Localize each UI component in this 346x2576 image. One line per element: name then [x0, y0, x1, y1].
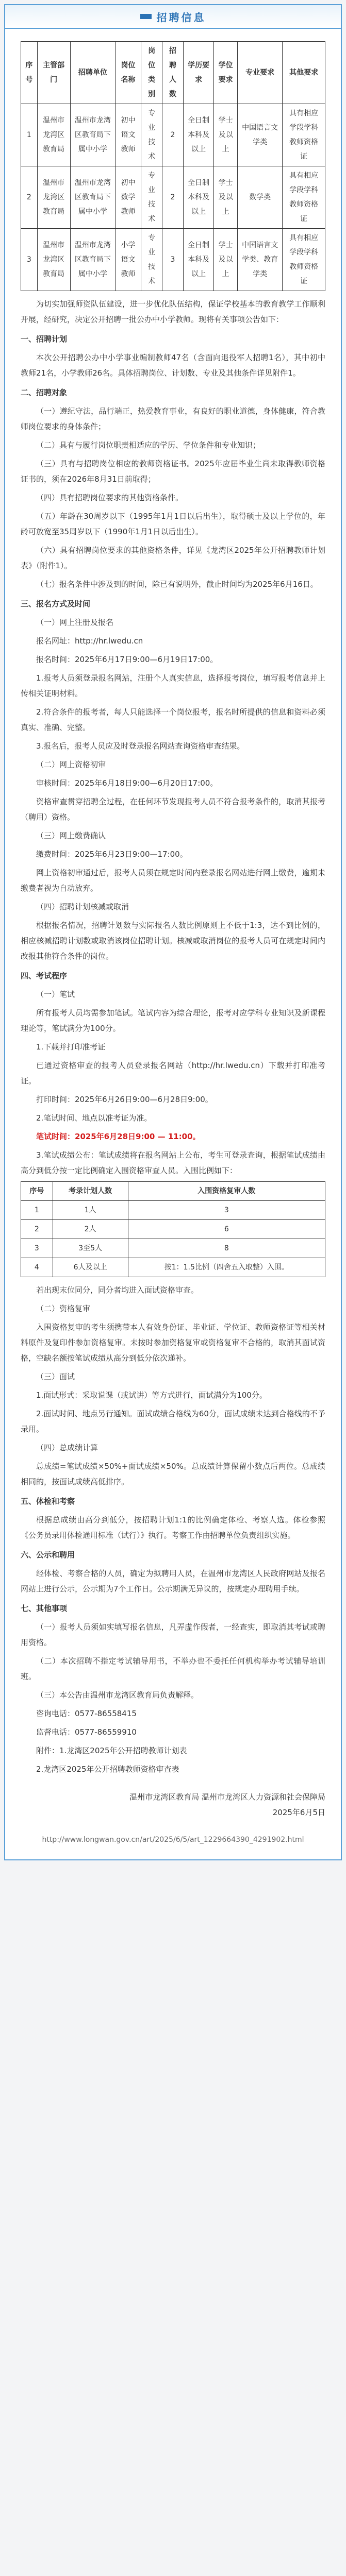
col-header: 招聘单位: [70, 42, 115, 104]
paragraph: 总成绩=笔试成绩×50%+面试成绩×50%。总成绩计算保留小数点后两位。总成绩相同的，按面试成绩高低排序。: [21, 1462, 325, 1486]
table-row: [21, 1258, 325, 1277]
col-header: 岗位名称: [115, 42, 141, 104]
table-cell: 3: [162, 229, 184, 291]
paragraph: 报名时间：2025年6月17日9:00—6月19日17:00。: [36, 655, 218, 664]
score-table-wrap: [21, 1181, 325, 1277]
paragraph: 根据报名情况，招聘计划数与实际报名人数比例原则上不低于1:3，达不到比例的，相应核减招聘计划数或取消该岗位招聘计划。核减或取消岗位的报考人员可在规定时间内改报其他符合条件的岗位。: [21, 921, 325, 961]
table-cell: 全日制本科及以上: [183, 229, 213, 291]
page-title: 招聘信息: [156, 11, 206, 24]
table-cell: 专业技术: [141, 166, 162, 229]
table-row: [21, 229, 325, 291]
paragraph: 1.下载并打印准考证: [36, 1042, 106, 1052]
supervision-phone: 监督电话：0577-86559910: [36, 1727, 137, 1737]
table-cell: 专业技术: [141, 104, 162, 166]
table-cell: 1人: [53, 1201, 128, 1220]
table-cell: 温州市龙湾区教育局下属中小学: [70, 166, 115, 229]
article-frame: [4, 4, 342, 1860]
paragraph: 1.面试形式：采取说课（或试讲）等方式进行，面试满分为100分。: [36, 1391, 267, 1400]
table-cell: 2人: [53, 1220, 128, 1239]
paragraph: （二）具有与履行岗位职责相适应的学历、学位条件和专业知识；: [36, 440, 261, 450]
table-cell: 2: [162, 104, 184, 166]
table-cell: 初中语文教师: [115, 104, 141, 166]
col-header: 学位要求: [214, 42, 238, 104]
paragraph: （二）本次招聘不指定考试辅导用书，不举办也不委托任何机构举办考试辅导培训班。: [21, 1656, 325, 1681]
table-cell: 全日制本科及以上: [183, 104, 213, 166]
subheading: （四）总成绩计算: [36, 1443, 98, 1452]
subheading: （三）面试: [36, 1372, 75, 1381]
col-header: 序号: [21, 1182, 53, 1201]
position-table-header: [21, 42, 325, 104]
paragraph: 若出现末位同分，同分者均进入面试资格审查。: [36, 1285, 199, 1295]
signature-org: 温州市龙湾区教育局 温州市龙湾区人力资源和社会保障局: [129, 1792, 325, 1802]
paragraph: （一）遵纪守法，品行端正，热爱教育事业，有良好的职业道德，身体健康，符合教师岗位要求的身体条件；: [21, 406, 325, 431]
table-row: [21, 104, 325, 166]
table-cell: 专业技术: [141, 229, 162, 291]
table-cell: 6: [128, 1220, 325, 1239]
signature-date: 2025年6月5日: [272, 1808, 325, 1817]
table-cell: 小学语文教师: [115, 229, 141, 291]
score-table-header: [21, 1182, 325, 1201]
table-cell: 数学类: [237, 166, 282, 229]
col-header: 招聘人数: [162, 42, 184, 104]
paragraph: 经体检、考察合格的人员，确定为拟聘用人员，在温州市龙湾区人民政府网站及报名网站上进行公示，公示期为7个工作日。公示期满无异议的，按规定办理聘用手续。: [21, 1569, 325, 1594]
section-heading: 六、公示和聘用: [21, 1550, 75, 1560]
subheading: （一）笔试: [36, 990, 75, 999]
subheading: （二）资格复审: [36, 1304, 91, 1313]
paragraph: 审核时间：2025年6月18日9:00—6月20日17:00。: [36, 778, 218, 788]
section-heading: 四、考试程序: [21, 971, 68, 980]
paragraph: 报名网址：http://hr.lwedu.cn: [36, 636, 143, 646]
position-table-wrap: [21, 41, 325, 291]
table-cell: 4: [21, 1258, 53, 1277]
title-bar: [5, 5, 341, 29]
col-header: 岗位类别: [141, 42, 162, 104]
table-cell: 中国语言文学类: [237, 104, 282, 166]
section-heading: 五、体检和考察: [21, 1497, 75, 1506]
paragraph: （四）具有招聘岗位要求的其他资格条件。: [36, 493, 184, 502]
paragraph: 2.笔试时间、地点以准考证为准。: [36, 1113, 152, 1123]
table-cell: 全日制本科及以上: [183, 166, 213, 229]
table-cell: 学士及以上: [214, 166, 238, 229]
paragraph: 所有报考人员均需参加笔试。笔试内容为综合理论，报考对应学科专业知识及新课程理论等，笔试满分为100分。: [21, 1008, 325, 1033]
table-cell: 2: [21, 1220, 53, 1239]
table-cell: 6人及以上: [53, 1258, 128, 1277]
table-row: [21, 1220, 325, 1239]
position-table: [21, 41, 325, 291]
table-cell: 温州市龙湾区教育局: [37, 104, 70, 166]
table-row: [21, 1239, 325, 1258]
paragraph: （一）报考人员须如实填写报名信息，凡弄虚作假者，一经查实，即取消其考试或聘用资格。: [21, 1622, 325, 1647]
table-cell: 1: [21, 104, 38, 166]
paragraph: （六）具有招聘岗位要求的其他资格条件，详见《龙湾区2025年公开招聘教师计划表》（附件1）。: [21, 546, 325, 570]
subheading: （四）招聘计划核减或取消: [36, 902, 129, 911]
table-cell: 2: [21, 166, 38, 229]
table-cell: 温州市龙湾区教育局: [37, 229, 70, 291]
table-cell: 具有相应学段学科教师资格证: [283, 166, 325, 229]
subheading: （二）网上资格初审: [36, 760, 106, 769]
subheading: （三）网上缴费确认: [36, 831, 106, 840]
section-heading: 一、招聘计划: [21, 334, 68, 344]
table-cell: 1: [21, 1201, 53, 1220]
table-cell: 3: [21, 1239, 53, 1258]
col-header: 入围资格复审人数: [128, 1182, 325, 1201]
source-url[interactable]: http://www.longwan.gov.cn/art/2025/6/5/art_1229664390_4291902.html: [42, 1836, 304, 1844]
table-cell: 2: [162, 166, 184, 229]
table-row: [21, 1201, 325, 1220]
col-header: 学历要求: [183, 42, 213, 104]
paragraph: 打印时间：2025年6月26日9:00—6月28日9:00。: [36, 1095, 213, 1104]
table-cell: 具有相应学段学科教师资格证: [283, 229, 325, 291]
table-cell: 具有相应学段学科教师资格证: [283, 104, 325, 166]
paragraph: 入围资格复审的考生须携带本人有效身份证、毕业证、学位证、教师资格证等相关材料原件及复印件参加资格复审。未按时参加资格复审或资格复审不合格的，取消其面试资格，空缺名额按笔试成绩从高分到低分依次递补。: [21, 1323, 325, 1363]
table-cell: 3至5人: [53, 1239, 128, 1258]
paragraph: 根据总成绩由高分到低分，按招聘计划1:1的比例确定体检、考察人选。体检参照《公务员录用体检通用标准（试行）》执行。考察工作由招聘单位负责组织实施。: [21, 1515, 325, 1540]
paragraph: 2.面试时间、地点另行通知。面试成绩合格线为60分，面试成绩未达到合格线的不予录用。: [21, 1409, 325, 1434]
section-heading: 七、其他事项: [21, 1604, 68, 1613]
flag-icon: [140, 14, 152, 19]
article-content: [5, 29, 341, 1859]
score-table: [21, 1181, 325, 1277]
exam-time-highlight: 笔试时间：2025年6月28日9:00 — 11:00。: [36, 1132, 201, 1141]
paragraph: 已通过资格审查的报考人员登录报名网站（http://hr.lwedu.cn）下载并打印准考证。: [21, 1061, 325, 1086]
col-header: 专业要求: [237, 42, 282, 104]
table-cell: 学士及以上: [214, 229, 238, 291]
paragraph: （五）年龄在30周岁以下（1995年1月1日以后出生），取得硕士及以上学位的，年龄可放宽至35周岁以下（1990年1月1日以后出生）。: [21, 512, 325, 536]
section-heading: 三、报名方式及时间: [21, 599, 91, 608]
attachment-line[interactable]: 附件：1.龙湾区2025年公开招聘教师计划表: [36, 1746, 187, 1755]
paragraph: 网上资格初审通过后，报考人员须在规定时间内登录报名网站进行网上缴费，逾期未缴费者视为自动放弃。: [21, 868, 325, 893]
table-cell: 学士及以上: [214, 104, 238, 166]
table-cell: 初中数学教师: [115, 166, 141, 229]
section-heading: 二、招聘对象: [21, 388, 68, 397]
table-cell: 温州市龙湾区教育局下属中小学: [70, 229, 115, 291]
col-header: 其他要求: [283, 42, 325, 104]
table-cell: 3: [21, 229, 38, 291]
table-cell: 按1：1.5比例（四舍五入取整）入围。: [128, 1258, 325, 1277]
paragraph: 缴费时间：2025年6月23日9:00—17:00。: [36, 850, 188, 859]
paragraph: 本次公开招聘公办中小学事业编制教师47名（含面向退役军人招聘1名），其中初中教师21名，小学教师26名。具体招聘岗位、计划数、专业及其他条件详见附件1。: [21, 353, 325, 378]
paragraph: （三）具有与招聘岗位相应的教师资格证书。2025年应届毕业生尚未取得教师资格证书的，须在2026年8月31日前取得；: [21, 459, 325, 484]
paragraph: （三）本公告由温州市龙湾区教育局负责解释。: [36, 1690, 199, 1700]
attachment-line[interactable]: 2.龙湾区2025年公开招聘教师资格审查表: [36, 1765, 179, 1774]
paragraph: 资格审查贯穿招聘全过程，在任何环节发现报考人员不符合报考条件的，取消其报考（聘用）资格。: [21, 797, 325, 822]
paragraph: 3.笔试成绩公布：笔试成绩将在报名网站上公布，考生可登录查询，根据笔试成绩由高分到低分按一定比例确定入围资格审查人员。入围比例如下：: [21, 1150, 325, 1175]
table-cell: 温州市龙湾区教育局: [37, 166, 70, 229]
paragraph: 1.报考人员须登录报名网站，注册个人真实信息，选择报考岗位，填写报考信息并上传相关证明材料。: [21, 673, 325, 698]
col-header: 主管部门: [37, 42, 70, 104]
contact-phone: 咨询电话：0577-86558415: [36, 1709, 137, 1718]
paragraph: 为切实加强师资队伍建设，进一步优化队伍结构，保证学校基本的教育教学工作顺利开展，经研究，决定公开招聘一批公办中小学教师。现将有关事项公告如下：: [21, 299, 325, 324]
col-header: 考录计划人数: [53, 1182, 128, 1201]
table-cell: 中国语言文学类、教育学类: [237, 229, 282, 291]
table-cell: 3: [128, 1201, 325, 1220]
paragraph: （七）报名条件中涉及到的时间，除已有说明外，截止时间均为2025年6月16日。: [36, 580, 318, 589]
table-cell: 温州市龙湾区教育局下属中小学: [70, 104, 115, 166]
col-header: 序号: [21, 42, 38, 104]
paragraph: 3.报名后，报考人员应及时登录报名网站查询资格审查结果。: [36, 741, 245, 751]
table-row: [21, 166, 325, 229]
paragraph: 2.符合条件的报考者，每人只能选择一个岗位报考，报名时所提供的信息和资料必须真实、准确、完整。: [21, 707, 325, 732]
subheading: （一）网上注册及报名: [36, 618, 114, 627]
table-cell: 8: [128, 1239, 325, 1258]
